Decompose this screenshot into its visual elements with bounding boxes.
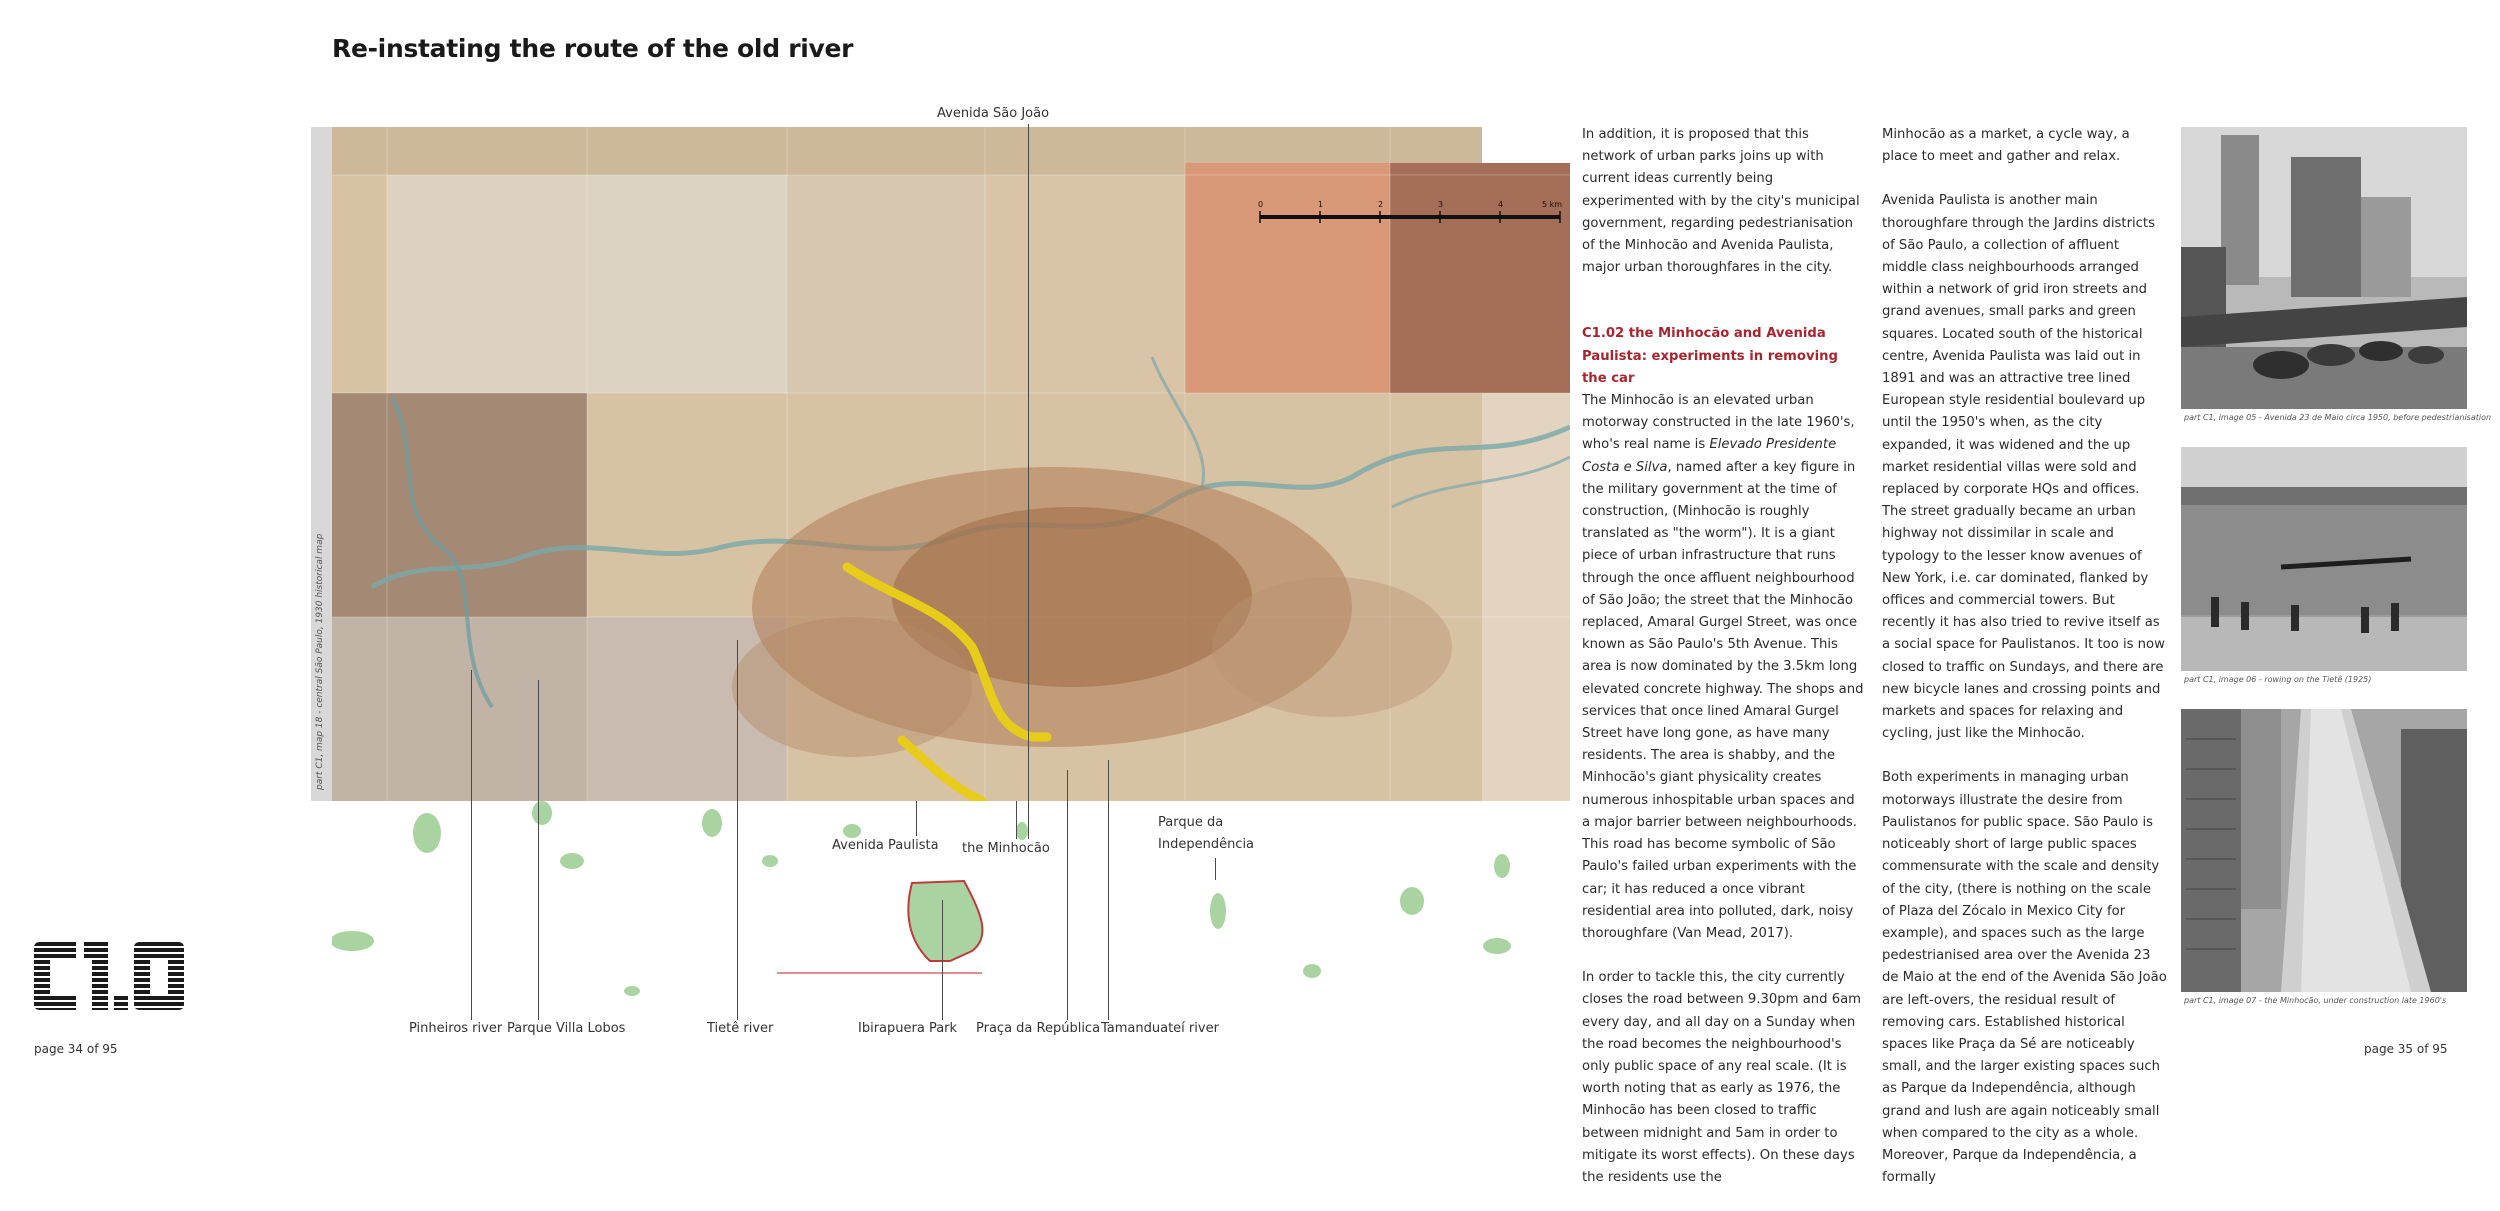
leader-republica: [1067, 770, 1068, 1020]
green-space-drawing: [332, 801, 1570, 1016]
label-minhocao: the Minhocão: [962, 841, 1050, 856]
photo-caption: part C1, image 06 - rowing on the Tietê (1925): [2184, 675, 2372, 684]
paragraph: Minhocão as a market, a cycle way, a place to meet and gather and relax.: [1882, 127, 2130, 165]
leader-villa-lobos: [538, 680, 539, 1020]
page-number-left: page 34 of 95: [34, 1042, 118, 1056]
leader-avenida-paulista: [916, 801, 917, 836]
paragraph: Both experiments in managing urban motorways illustrate the desire from Paulistanos for public space. São Paulo is noticeably short of large public spaces commensurate with the scale and density of the city, (there is nothing on the scale of Plaza del Zócalo in Mexico City for example), and spaces such as the large pedestrianised area over the Avenida 23 de Maio at the end of the Avenida São João are left-overs, the residual result of removing cars. Established historical spaces like Praça da Sé are noticeably small, and the larger existing spaces such as Parque da Independência, although grand and lush are again noticeably small when compared to the city as a whole. Moreover, Parque da Independência, a formally: [1882, 770, 2167, 1186]
paragraph: In order to tackle this, the city currently closes the road between 9.30pm and 6am every day, and all day on a Sunday when the road becomes the neighbourhood's only public space of any real scale. (It is worth noting that as early as 1976, the Minhocão has been closed to traffic between midnight and 5am in order to mitigate its worst effects). On these days the residents use the: [1582, 970, 1862, 1185]
leader-minhocao: [1016, 801, 1017, 839]
leader-ibirapuera: [942, 900, 943, 1020]
paragraph: The Minhocão is an elevated urban motorway constructed in the late 1960's, who's real name is Elevado Presidente Costa e Silva, named after a key figure in the military government at the time of construction, (Minhocão is roughly translated as "the worm"). It is a giant piece of urban infrastructure that runs through the once affluent neighbourhood of São João; the street that the Minhocão replaced, Amaral Gurgel Street, was once known as São Paulo's 5th Avenue. This area is now dominated by the 3.5km long elevated concrete highway. The shops and services that once lined Amaral Gurgel Street have long gone, as have many residents. The area is shabby, and the Minhocão's giant physicality creates numerous inhospitable urban spaces and a major barrier between neighbourhoods. This road has become symbolic of São Paulo's failed urban experiments with the car; it has reduced a once vibrant residential area into polluted, dark, noisy thoroughfare (Van Mead, 2017).: [1582, 393, 1864, 941]
leader-parque-independencia: [1215, 858, 1216, 880]
photo-minhocao-construction: [2181, 709, 2467, 992]
section-heading: C1.02 the Minhocão and Avenida Paulista: experiments in removing the car: [1582, 326, 1838, 386]
c1-logo-graphic: [34, 942, 184, 1012]
photo-caption: part C1, image 05 - Avenida 23 de Maio circa 1950, before pedestrianisation: [2184, 413, 2492, 422]
page-title: Re-instating the route of the old river: [332, 34, 854, 63]
label-tiete-river: Tietê river: [707, 1021, 774, 1036]
scale-label-3: 3: [1438, 200, 1444, 209]
photo-rowing-tiete: [2181, 447, 2467, 671]
label-ibirapuera-park: Ibirapuera Park: [858, 1021, 958, 1036]
label-parque-independencia: Parque da Independência: [1158, 815, 1255, 852]
map-side-caption: part C1, map 18 - central São Paulo, 1930 historical map: [315, 533, 325, 790]
label-avenida-paulista: Avenida Paulista: [832, 838, 939, 853]
label-avenida-sao-joao: Avenida São João: [937, 106, 1050, 121]
text-column-left: [1582, 124, 1864, 1211]
scale-label-4: 4: [1498, 200, 1504, 209]
scale-label-5: 5 km: [1542, 200, 1563, 209]
historical-map-drawing: [332, 127, 1570, 801]
label-pinheiros-river: Pinheiros river: [409, 1021, 503, 1036]
section-logo: [34, 942, 184, 1016]
label-tamanduatei-river: Tamanduateí river: [1101, 1021, 1219, 1036]
leader-tamanduatei: [1108, 760, 1109, 1020]
leader-avenida-sao-joao: [1028, 124, 1029, 839]
paragraph: In addition, it is proposed that this network of urban parks joins up with current ideas currently being experimented with by the city's municipal government, regarding pedestrianisation of the Minhocão and Avenida Paulista, major urban thoroughfares in the city.: [1582, 127, 1860, 276]
green-space-map: [332, 801, 1570, 1016]
scale-label-0: 0: [1258, 200, 1264, 209]
photo-caption: part C1, image 07 - the Minhocão, under construction late 1960's: [2184, 996, 2447, 1005]
leader-tiete: [737, 640, 738, 1020]
text-column-right: [1882, 124, 2167, 1211]
scale-label-1: 1: [1318, 200, 1324, 209]
leader-pinheiros: [471, 670, 472, 1020]
photo-avenida-23-de-maio: [2181, 127, 2467, 409]
paragraph: Avenida Paulista is another main thoroughfare through the Jardins districts of São Paulo, a collection of affluent middle class neighbourhoods arranged within a network of grid iron streets and grand avenues, small parks and green squares. Located south of the historical centre, Avenida Paulista was laid out in 1891 and was an attractive tree lined European style residential boulevard up until the 1950's when, as the city expanded, it was widened and the up market residential villas were sold and replaced by corporate HQs and offices. The street gradually became an urban highway not dissimilar in scale and typology to the lesser know avenues of New York, i.e. car dominated, flanked by offices and commercial towers. But recently it has also tried to revive itself as a social space for Paulistanos. It too is now closed to traffic on Sundays, and there are new bicycle lanes and crossing points and markets and spaces for relaxing and cycling, just like the Minhocão.: [1882, 193, 2165, 742]
page-number-right: page 35 of 95: [2364, 1042, 2448, 1056]
historical-map: [332, 127, 1570, 801]
label-parque-villa-lobos: Parque Villa Lobos: [507, 1021, 626, 1036]
scale-label-2: 2: [1378, 200, 1384, 209]
label-praca-da-republica: Praça da República: [976, 1021, 1101, 1036]
